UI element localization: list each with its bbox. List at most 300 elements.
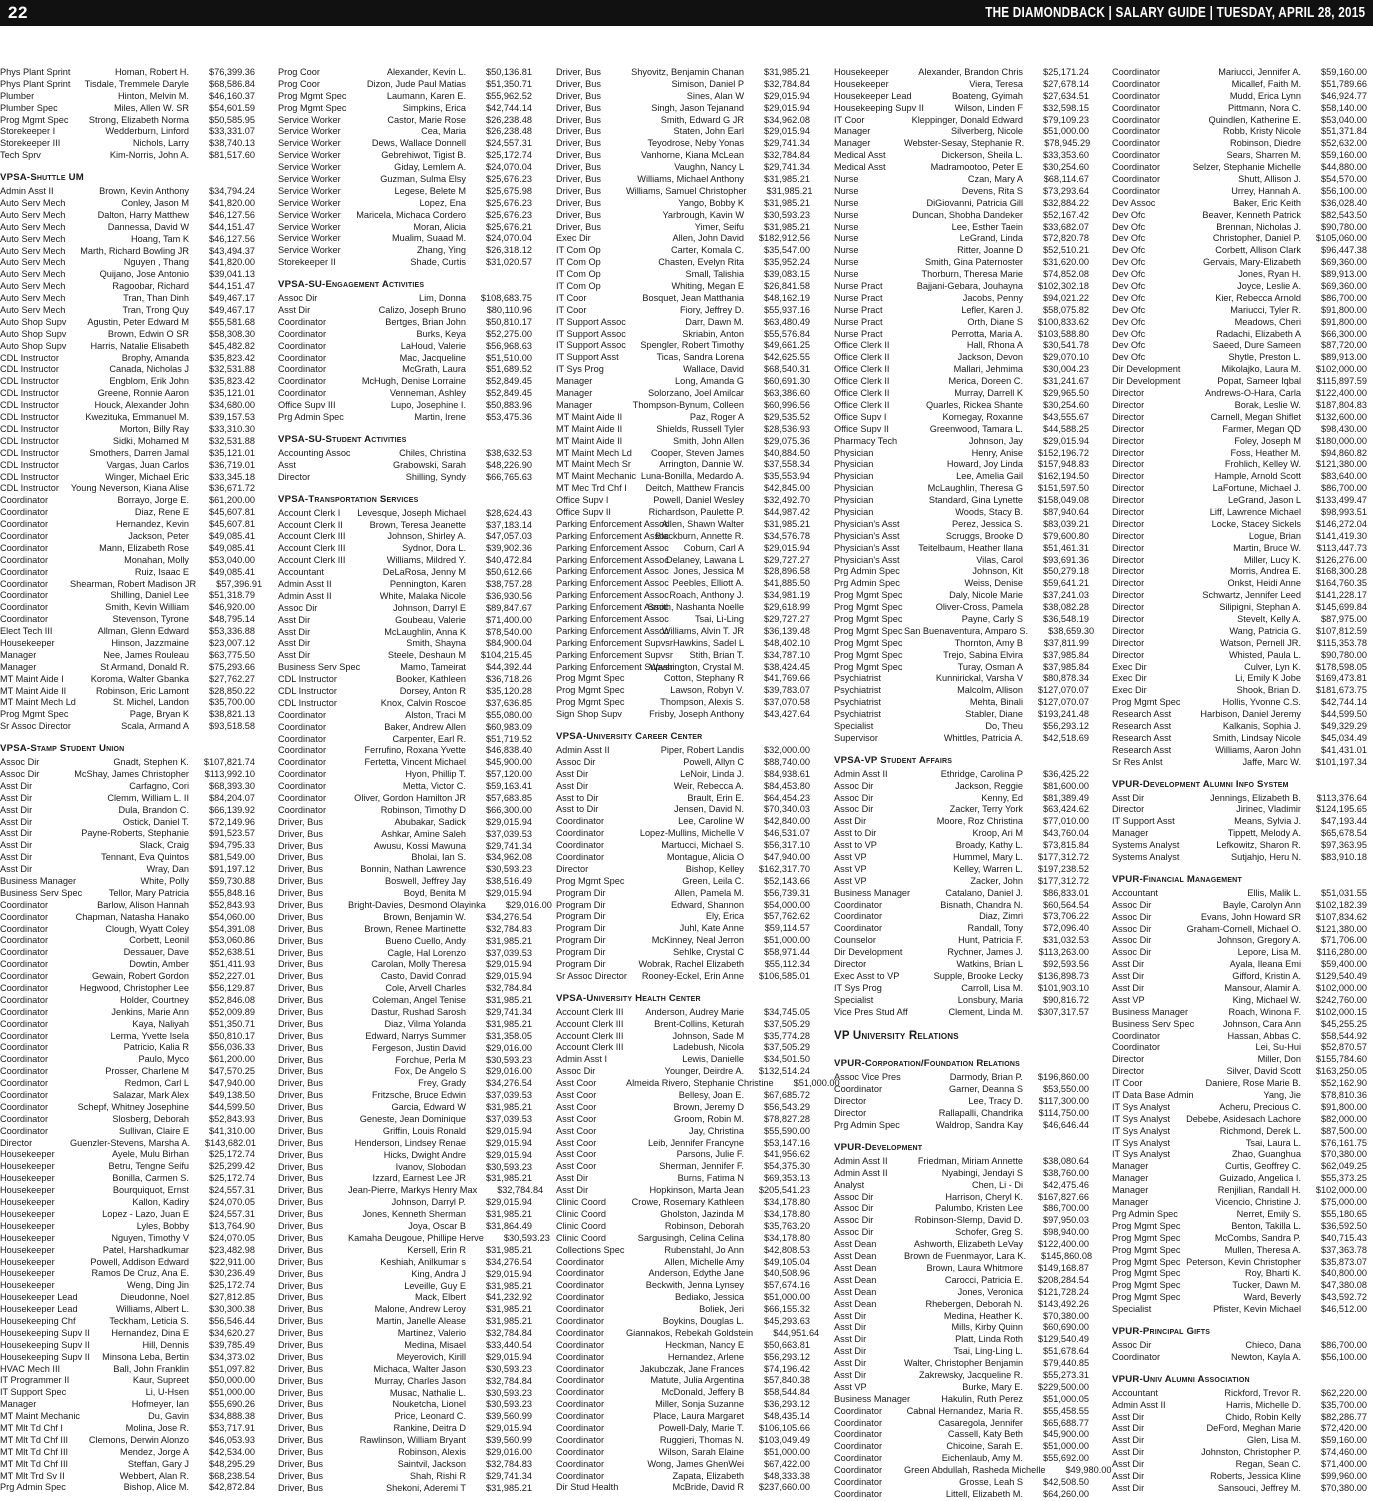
salary: $31,985.21 [486, 1304, 532, 1315]
salary-row [0, 472, 255, 484]
salary: $88,740.00 [764, 756, 810, 767]
job-title: Coordinator [278, 745, 327, 756]
employee-name: Silver, David Scott [1226, 1066, 1301, 1077]
salary: $169,473.81 [1315, 673, 1367, 684]
salary: $25,299.42 [209, 1161, 255, 1172]
salary: $58,971.44 [764, 947, 810, 958]
job-title: MT Maint Mech Ld [0, 697, 76, 708]
salary-row [0, 1102, 255, 1114]
job-title: Prg Admin Spec [834, 1120, 900, 1131]
employee-name: Martinez, Valerio [397, 1328, 466, 1339]
salary-row [0, 543, 255, 555]
job-title: Asst Dir [1112, 792, 1145, 803]
salary-row [556, 935, 810, 947]
salary: $53,475.36 [486, 412, 532, 423]
salary-row [0, 1268, 255, 1280]
salary: $29,016.00 [486, 1066, 532, 1077]
employee-name: Corbett, Leonil [129, 935, 189, 946]
salary: $48,226.90 [486, 459, 532, 470]
job-title: IT Sys Analyst [1112, 1113, 1171, 1124]
job-title: Asst Dir [834, 1334, 867, 1345]
salary-row [0, 1066, 255, 1078]
salary: $132,600.00 [1315, 411, 1367, 422]
salary: $35,823.42 [209, 352, 255, 363]
job-title: Housekeeping Supv II [0, 1351, 90, 1362]
employee-name: Allman, Glenn Edward [97, 626, 189, 637]
job-title: Coordinator [834, 1476, 883, 1487]
job-title: Driver, Bus [556, 197, 601, 208]
salary: $44,880.00 [1321, 162, 1367, 173]
salary: $25,676.23 [486, 197, 532, 208]
job-title: Asst Dir [556, 780, 589, 791]
employee-name: Andrews-O-Hara, Carla [1205, 388, 1301, 399]
salary-row [0, 531, 255, 543]
salary-row [278, 1043, 532, 1055]
salary: $52,510.21 [1043, 245, 1089, 256]
employee-name: McKinney, Neal Jerron [651, 935, 744, 946]
employee-name: Jirinec, Vladimir [1236, 804, 1301, 815]
salary: $62,220.00 [1321, 1387, 1367, 1398]
job-title: Assoc Dir [1112, 947, 1152, 958]
job-title: Parking Enforcement Assoc [556, 518, 669, 529]
job-title: CDL Instructor [0, 352, 59, 363]
salary-row [0, 269, 255, 281]
salary-row [834, 781, 1089, 793]
employee-name: Brennan, Nicholas J. [1216, 221, 1301, 232]
employee-name: Pfister, Kevin Michael [1213, 1304, 1301, 1315]
salary-row [556, 971, 810, 983]
salary: $69,360.00 [1321, 257, 1367, 268]
employee-name: Locke, Stacey Sickels [1211, 518, 1301, 529]
employee-name: Clemons, Derwin Alonzo [88, 1434, 189, 1445]
job-title: Accounting Assoc [278, 447, 351, 458]
salary-row [278, 710, 532, 722]
employee-name: Wray, Dan [146, 864, 189, 875]
salary-row [834, 935, 1089, 947]
employee-name: Prosser, Charlene M [105, 1066, 189, 1077]
salary: $36,930.56 [486, 590, 532, 601]
salary-row [556, 543, 810, 555]
employee-name: Sydnor, Dora L. [402, 543, 466, 554]
employee-name: Renjilian, Randall H. [1217, 1185, 1301, 1196]
job-title: Driver, Bus [278, 1090, 323, 1101]
employee-name: Sherman, Jennifer F. [659, 1161, 744, 1172]
job-title: Assoc Dir [556, 1066, 596, 1077]
salary: $52,849.45 [486, 388, 532, 399]
employee-name: Whittles, Patricia A. [943, 732, 1023, 743]
salary-row [278, 1090, 532, 1102]
salary-row [556, 816, 810, 828]
salary-row [1112, 900, 1367, 912]
employee-name: Walter, Christopher Benjamin [904, 1358, 1024, 1369]
employee-name: Murray, Charles Jason [374, 1375, 466, 1386]
employee-name: Vicencio, Christine J. [1215, 1197, 1301, 1208]
employee-name: Smith, Nashanta Noelle [647, 602, 744, 613]
employee-name: Williams, Alvin T. JR [661, 625, 744, 636]
employee-name: Dorsey, Anton R [399, 685, 466, 696]
salary-row [0, 1482, 255, 1494]
salary-row [834, 531, 1089, 543]
employee-name: Oliver, Gordon Hamilton JR [354, 792, 466, 803]
employee-name: Chen, Li - Di [971, 1179, 1023, 1190]
salary: $34,962.08 [486, 852, 532, 863]
salary-row [834, 222, 1089, 234]
salary: $23,482.98 [209, 1244, 255, 1255]
salary-row [278, 1066, 532, 1078]
job-title: Coordinator [556, 840, 605, 851]
salary-row [0, 864, 255, 876]
job-title: Auto Serv Mech [0, 269, 66, 280]
employee-name: Malone, Andrew Leroy [374, 1304, 466, 1315]
salary-row [556, 840, 810, 852]
salary: $29,016.00 [505, 900, 552, 910]
job-title: Director [1112, 1066, 1145, 1077]
job-title: Coordinator [834, 1417, 883, 1428]
employee-name: Sutjahjo, Heru N. [1231, 852, 1301, 862]
salary: $41,820.00 [209, 257, 255, 268]
employee-name: Medina, Misael [404, 1339, 466, 1350]
salary: $87,975.00 [1321, 613, 1367, 624]
employee-name: Cooper, Steven James [651, 447, 744, 458]
salary: $48,402.10 [764, 637, 810, 648]
job-title: Tech Sprv [0, 150, 41, 161]
salary-row [0, 281, 255, 293]
job-title: Dev Ofc [1112, 340, 1146, 351]
employee-name: Boateng, Gyimah [952, 90, 1023, 101]
employee-name: Vanhorne, Kiana McLean [640, 150, 744, 161]
salary: $141,419.30 [1315, 530, 1367, 541]
employee-name: Singh, Jason Tejanand [651, 102, 744, 113]
job-title: Driver, Bus [278, 983, 323, 994]
salary: $34,501.50 [764, 1054, 810, 1065]
salary: $121,380.00 [1315, 923, 1367, 934]
salary: $31,985.21 [764, 67, 810, 77]
job-title: Coordinator [834, 1405, 883, 1416]
salary-row [278, 257, 532, 269]
job-title: Asst [278, 459, 296, 470]
salary: $68,238.54 [209, 1470, 255, 1481]
employee-name: Pittmann, Nora C. [1227, 102, 1301, 113]
salary: $31,985.21 [486, 1173, 532, 1184]
salary: $56,100.00 [1321, 1351, 1367, 1362]
salary: $57,674.16 [764, 1280, 810, 1291]
employee-name: Solorzano, Joel Amilcar [647, 388, 744, 399]
job-title: Driver, Bus [278, 1316, 323, 1327]
salary-row [0, 1364, 255, 1376]
employee-name: Diaz, Zimri [979, 911, 1023, 922]
job-title: Asst Dir [556, 1185, 589, 1196]
employee-name: Cea, Maria [421, 126, 466, 137]
job-title: Asst VP [834, 852, 867, 862]
salary: $70,380.00 [1321, 1482, 1367, 1493]
salary: $40,884.50 [764, 447, 810, 458]
salary: $31,985.21 [486, 1316, 532, 1327]
salary-row [1112, 91, 1367, 103]
salary: $25,676.21 [486, 221, 532, 232]
salary-row [1112, 1423, 1367, 1435]
job-title: Housekeeper [0, 1197, 55, 1208]
salary: $56,317.10 [764, 840, 810, 851]
salary-row [278, 936, 532, 948]
employee-name: Kenny, Ed [981, 792, 1023, 803]
job-title: Coordinator [1112, 162, 1161, 173]
salary: $84,938.61 [764, 768, 810, 779]
salary: $49,467.17 [209, 305, 255, 316]
salary: $39,157.53 [209, 412, 255, 423]
employee-name: Slosberg, Deborah [112, 1113, 189, 1124]
employee-name: Greenwood, Tamara L. [929, 423, 1023, 434]
job-title: Program Dir [556, 959, 606, 970]
salary-row [1112, 424, 1367, 436]
job-title: Driver, Bus [278, 1292, 323, 1303]
salary-row [556, 138, 810, 150]
employee-name: Darmody, Brian P. [949, 1072, 1023, 1083]
salary-row [834, 245, 1089, 257]
salary: $31,985.21 [486, 995, 532, 1006]
salary: $27,634.51 [1043, 90, 1089, 101]
job-title: Prog Mgmt Spec [834, 613, 903, 624]
job-title: Driver, Bus [278, 1351, 323, 1362]
employee-name: Acheru, Precious C. [1219, 1101, 1301, 1112]
employee-name: Yango, Bobby K [678, 197, 744, 208]
job-title: Director [834, 1108, 867, 1119]
salary: $42,508.50 [1043, 1476, 1089, 1487]
salary: $71,400.00 [486, 614, 532, 625]
job-title: Asst Dir [278, 626, 311, 637]
employee-name: Metta, Victor C. [402, 781, 466, 792]
salary-row [0, 1387, 255, 1399]
salary: $36,425.22 [1043, 768, 1089, 779]
employee-name: Fiory, Jeffrey D. [680, 304, 744, 315]
employee-name: Hinton, Melvin M. [118, 90, 189, 101]
salary-row [834, 852, 1089, 864]
employee-name: McLaughlin, Theresa G [927, 483, 1023, 494]
salary-row [278, 852, 532, 864]
salary-row [0, 1399, 255, 1411]
job-title: Program Dir [556, 923, 606, 934]
job-title: Psychiatrist [834, 673, 881, 684]
job-title: Clinic Coord [556, 1197, 607, 1208]
job-title: Driver, Bus [278, 947, 323, 958]
job-title: Driver, Bus [278, 995, 323, 1006]
job-title: Driver, Bus [278, 1125, 323, 1136]
salary: $74,196.42 [764, 1363, 810, 1374]
job-title: Housekeeper Lead [0, 1304, 78, 1315]
employee-name: Supple, Brooke Lecky [933, 970, 1023, 981]
salary: $31,358.05 [486, 1030, 532, 1041]
employee-name: Wilson, Linden F [954, 102, 1023, 113]
employee-name: Jones, Kenneth Sherman [362, 1209, 466, 1220]
salary-row [1112, 555, 1367, 567]
salary: $27,678.14 [1043, 78, 1089, 89]
job-title: Manager [1112, 1173, 1149, 1184]
employee-name: Ball, John Franklin [113, 1363, 189, 1374]
employee-name: Jackson, Reggie [955, 780, 1023, 791]
salary: $31,864.49 [486, 1221, 532, 1232]
job-title: Coordinator [556, 1268, 605, 1279]
salary: $48,795.14 [209, 614, 255, 625]
salary: $61,200.00 [209, 1054, 255, 1065]
salary-row [1112, 281, 1367, 293]
salary: $29,070.10 [1043, 352, 1089, 363]
job-title: Auto Serv Mech [0, 245, 66, 256]
employee-name: Brown, Edwin O SR [107, 328, 189, 339]
employee-name: Bajjani-Gebara, Jouhayna [916, 281, 1023, 292]
job-title: Account Clerk II [278, 519, 343, 530]
salary: $83,640.00 [1321, 471, 1367, 482]
employee-name: Robb, Kristy Nicole [1222, 126, 1301, 137]
employee-name: Simison, Daniel P [671, 78, 744, 89]
salary-row [1112, 400, 1367, 412]
salary: $108,683.75 [480, 293, 532, 304]
salary: $13,764.90 [209, 1220, 255, 1231]
employee-name: Frisby, Joseph Anthony [649, 709, 744, 720]
employee-name: Anderson, Audrey Marie [645, 1006, 744, 1017]
job-title: Coordinator [278, 316, 327, 327]
salary: $193,241.48 [1037, 709, 1089, 720]
salary-row [278, 126, 532, 138]
job-title: Driver, Bus [278, 1066, 323, 1077]
salary: $40,472.84 [486, 555, 532, 566]
employee-name: Jones, Ryan H. [1238, 269, 1301, 280]
employee-name: Morton, Billy Ray [119, 423, 189, 434]
salary: $44,987.42 [764, 506, 810, 517]
job-title: Driver, Bus [278, 971, 323, 982]
salary: $98,940.00 [1043, 1227, 1089, 1238]
salary-row [834, 483, 1089, 495]
salary: $73,815.84 [1043, 840, 1089, 851]
employee-name: Devens, Rita S [961, 185, 1023, 196]
employee-name: Coburn, Carl A [683, 542, 744, 553]
salary: $37,505.29 [764, 1018, 810, 1029]
job-title: IT Com Op [556, 269, 601, 280]
job-title: MT Mlt Td Chf III [0, 1446, 69, 1457]
salary-row [278, 1435, 532, 1447]
salary: $56,739.31 [764, 887, 810, 898]
salary: $23,007.12 [209, 637, 255, 648]
salary-row [278, 567, 532, 579]
salary: $31,985.21 [486, 1482, 532, 1493]
employee-name: Means, Sylvia J. [1234, 816, 1301, 827]
employee-name: Howard, Joy Linda [946, 459, 1023, 470]
job-title: Driver, Bus [278, 1387, 323, 1398]
employee-name: Robinson, Timothy D [380, 804, 466, 815]
salary-row [278, 79, 532, 91]
salary: $38,821.13 [209, 709, 255, 720]
salary: $43,760.04 [1043, 828, 1089, 839]
job-title: IT Coor [556, 304, 587, 315]
employee-name: Do, Theu [985, 720, 1023, 731]
job-title: Physician [834, 506, 874, 517]
salary: $52,167.42 [1043, 209, 1089, 220]
job-title: Specialist [1112, 1304, 1152, 1315]
salary: $33,345.18 [209, 471, 255, 482]
salary: $307,317.57 [1037, 1006, 1089, 1017]
salary: $25,172.74 [209, 1173, 255, 1184]
job-title: Driver, Bus [278, 900, 323, 910]
salary-row [556, 709, 810, 721]
job-title: Business Serv Spec [1112, 1018, 1195, 1029]
employee-name: Rhebergen, Deborah N. [925, 1298, 1023, 1309]
salary: $77,010.00 [1043, 816, 1089, 827]
employee-name: Brown, Renee Martinette [364, 923, 466, 934]
employee-name: Place, Laura Margaret [653, 1411, 744, 1422]
salary-row [834, 911, 1089, 923]
job-title: Auto Serv Mech [0, 221, 66, 232]
job-title: Coordinator [556, 1363, 605, 1374]
employee-name: Smith, Kevin William [105, 602, 189, 613]
salary-row [278, 1376, 532, 1388]
salary-row [556, 531, 810, 543]
employee-name: Gervais, Mary-Elizabeth [1202, 257, 1301, 268]
employee-name: Vilas, Carol [976, 554, 1023, 565]
salary-row [556, 1066, 810, 1078]
salary-row [1112, 935, 1367, 947]
salary-row [278, 1185, 544, 1197]
job-title: Driver, Bus [556, 114, 601, 125]
job-title: Prog Mgmt Spec [1112, 1292, 1181, 1303]
job-title: Driver, Bus [278, 1197, 323, 1208]
job-title: Plumber Spec [0, 102, 58, 113]
salary: $69,360.00 [1321, 281, 1367, 292]
salary-row [0, 1078, 255, 1090]
salary-row [556, 1482, 810, 1494]
salary-row [1112, 1114, 1367, 1126]
employee-name: Littell, Elizabeth M. [945, 1488, 1023, 1499]
salary: $29,015.94 [764, 102, 810, 113]
job-title: Systems Analyst [1112, 852, 1180, 862]
salary-row [1112, 1031, 1367, 1043]
employee-name: Thornton, Amy B [954, 637, 1023, 648]
salary: $59,163.41 [486, 781, 532, 792]
salary: $55,080.00 [486, 709, 532, 720]
employee-name: Chasten, Evelyn Rita [658, 257, 744, 268]
salary: $196,860.00 [1037, 1072, 1089, 1083]
employee-name: Johnston, Christopher P. [1201, 1447, 1301, 1458]
employee-name: Gebrehiwot, Tigist B. [381, 150, 466, 161]
salary: $63,386.60 [764, 388, 810, 399]
salary-row [556, 293, 810, 305]
employee-name: Mallari, Jehmima [953, 364, 1023, 375]
job-title: Assoc Dir [1112, 935, 1152, 946]
employee-name: Guzman, Sulma Elsy [380, 174, 466, 185]
job-title: Driver, Bus [278, 864, 323, 875]
job-title: Director [1112, 411, 1145, 422]
salary: $72,820.78 [1043, 233, 1089, 244]
salary-row [834, 995, 1089, 1007]
job-title: Service Worker [278, 174, 341, 185]
employee-name: Orth, Diane S [967, 316, 1023, 327]
job-title: Plumber [0, 90, 35, 101]
job-title: Specialist [834, 994, 874, 1005]
salary-row [834, 888, 1089, 900]
salary: $45,034.49 [1321, 732, 1367, 743]
employee-name: Benton, Takilla L. [1231, 1220, 1301, 1231]
salary: $39,902.36 [486, 543, 532, 554]
employee-name: Casaregola, Jennifer [938, 1417, 1023, 1428]
employee-name: Robinson, Alexis [398, 1446, 466, 1457]
salary-row [834, 1007, 1089, 1019]
salary-row [0, 1173, 255, 1185]
salary-row [1112, 733, 1367, 745]
job-title: Admin Asst II [278, 590, 332, 601]
salary-row [834, 138, 1089, 150]
salary: $52,843.93 [209, 1113, 255, 1124]
salary-row [278, 1388, 532, 1400]
salary-row [0, 412, 255, 424]
employee-name: Agustin, Peter Edward M [87, 316, 189, 327]
employee-name: Johnson, Gregory A. [1217, 935, 1301, 946]
